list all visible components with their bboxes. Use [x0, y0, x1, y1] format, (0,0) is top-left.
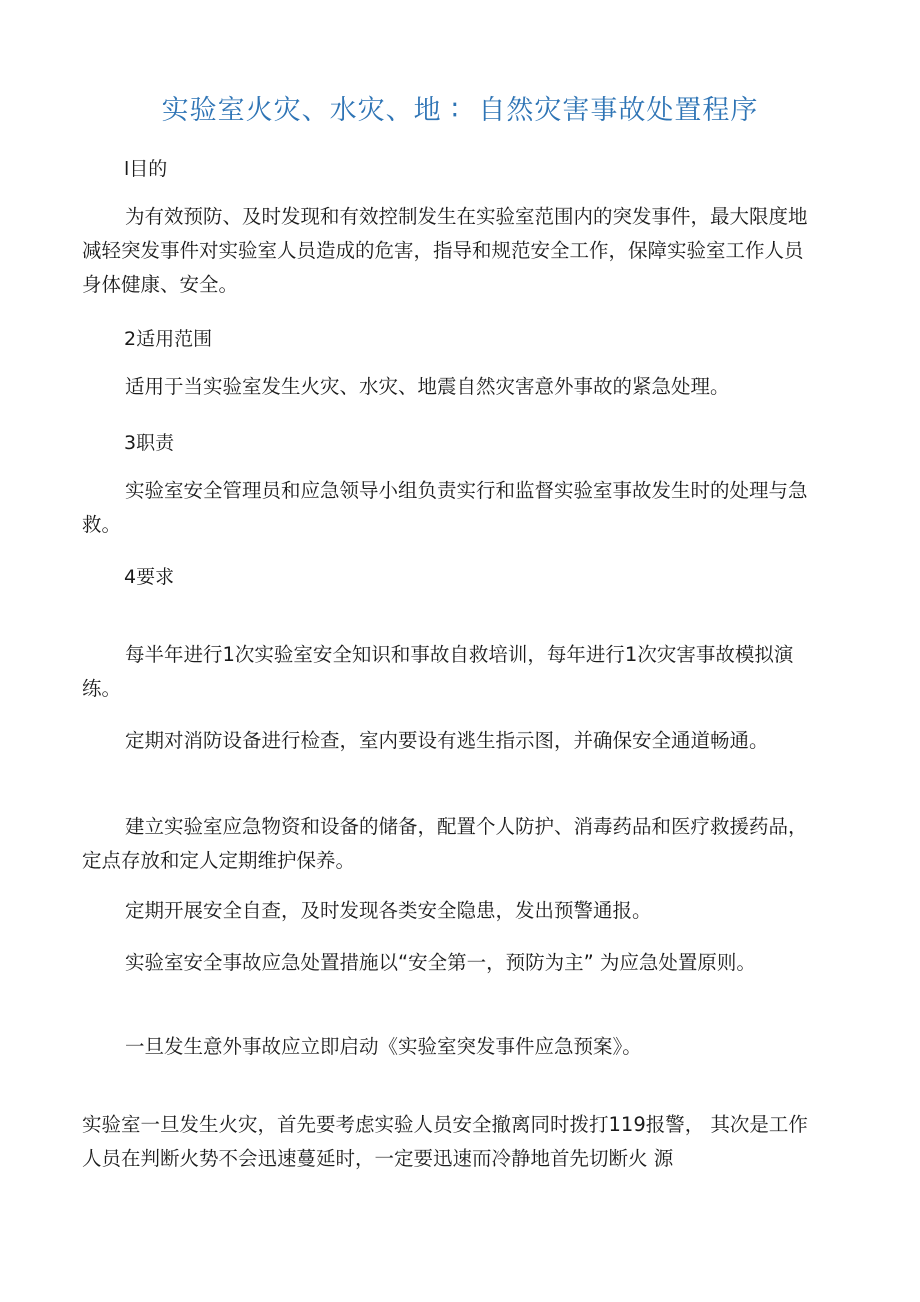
- requirement-item: 实验室安全事故应急处置措施以“安全第一，预防为主” 为应急处置原则。: [125, 951, 756, 974]
- requirement-item: 定期对消防设备进行检查，室内要设有逃生指示图，并确保安全通道畅通。: [125, 729, 769, 752]
- requirement-item: 建立实验室应急物资和设备的储备，配置个人防护、消毒药品和医疗救援药品，定点存放和定人定期维护保养。: [82, 815, 808, 872]
- section-paragraph-purpose: 为有效预防、及时发现和有效控制发生在实验室范围内的突发事件，最大限度地减轻突发事件对实验室人员造成的危害，指导和规范安全工作，保障实验室工作人员身体健康、安全。: [82, 205, 808, 296]
- requirement-item: 每半年进行1次实验室安全知识和事故自救培训，每年进行1次灾害事故模拟演练。: [82, 643, 794, 700]
- section-paragraph-duties: 实验室安全管理员和应急领导小组负责实行和监督实验室事故发生时的处理与急救。: [82, 479, 808, 536]
- section-paragraph-scope: 适用于当实验室发生火灾、水灾、地震自然灾害意外事故的紧急处理。: [125, 375, 730, 398]
- fire-response-paragraph: 实验室一旦发生火灾，首先要考虑实验人员安全撤离同时拨打119报警， 其次是工作人员在判断火势不会迅速蔓延时，一定要迅速而冷静地首先切断火 源: [82, 1113, 808, 1170]
- requirement-item: 一旦发生意外事故应立即启动《实验室突发事件应急预案》。: [125, 1035, 642, 1058]
- section-heading-duties: 3职责: [124, 432, 175, 454]
- document-title: 实验室火灾、水灾、地 ∶ 自然灾害事故处置程序: [161, 95, 759, 126]
- section-heading-requirements: 4要求: [124, 566, 175, 588]
- section-heading-scope: 2适用范围: [124, 328, 213, 350]
- section-heading-purpose: l目的: [124, 158, 168, 180]
- requirement-item: 定期开展安全自查，及时发现各类安全隐患，发出预警通报。: [125, 899, 652, 922]
